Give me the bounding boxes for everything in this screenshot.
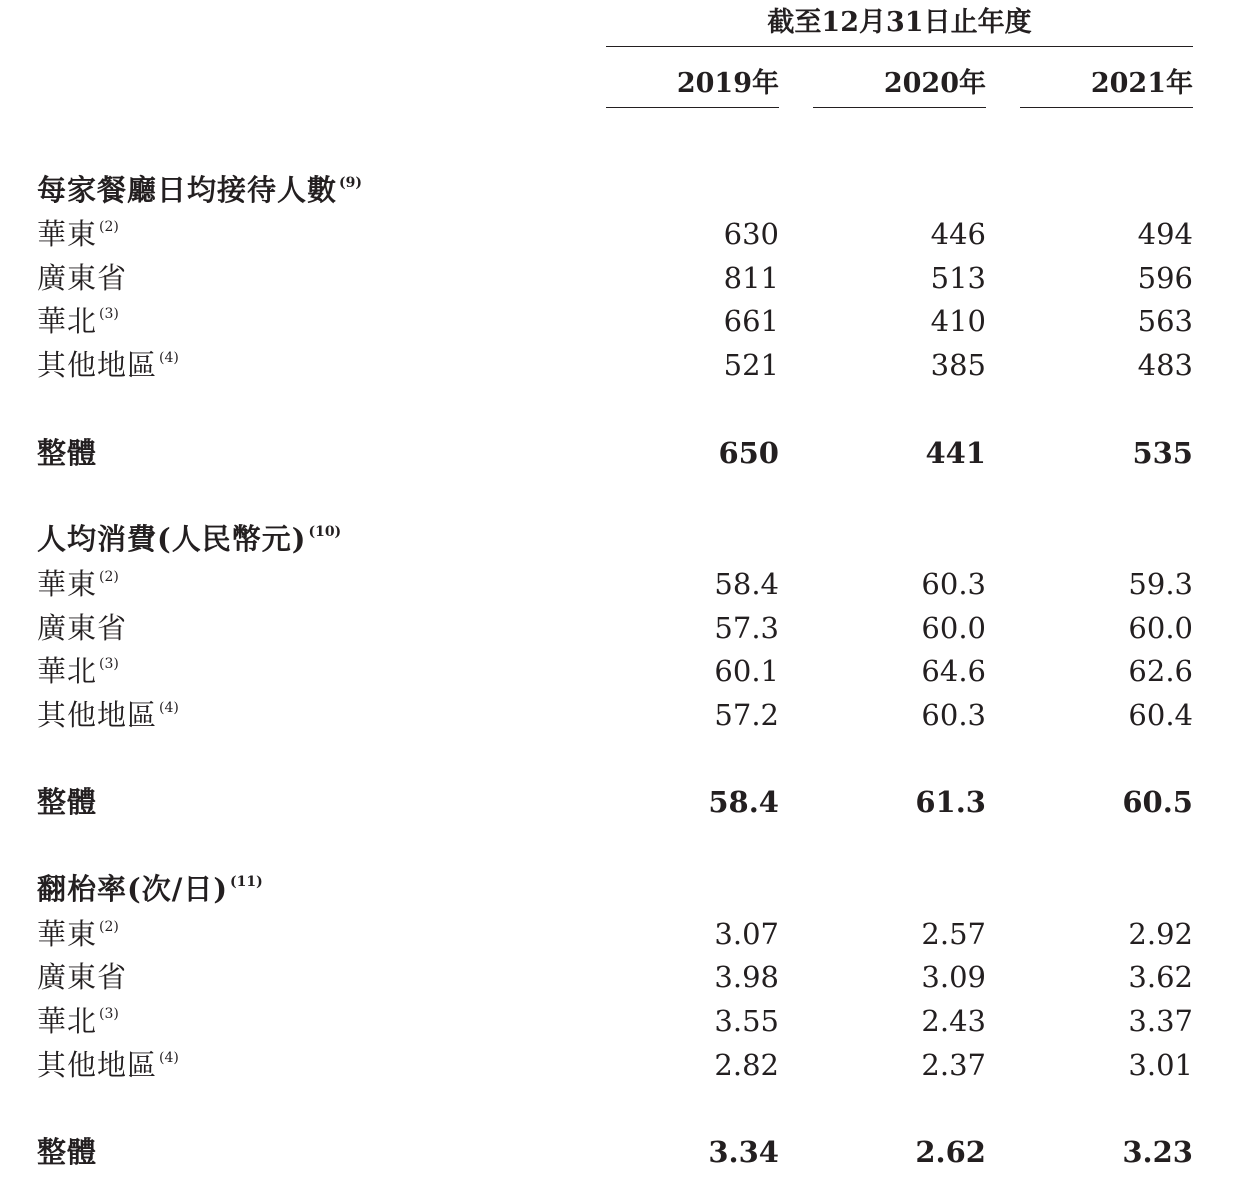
region-label — [37, 258, 129, 298]
table-row — [0, 564, 1248, 604]
value-2020: 60.3 — [921, 567, 986, 601]
value-2021: 596 — [1137, 261, 1193, 295]
footnote-ref: (3) — [99, 1006, 119, 1022]
table-row — [0, 214, 1248, 254]
value-2020: 446 — [930, 217, 986, 251]
footnote-ref: (3) — [99, 306, 119, 322]
section-title-text: 人均消費(人民幣元) — [37, 522, 307, 556]
table-row — [0, 345, 1248, 385]
table-row — [0, 301, 1248, 341]
region-label — [37, 564, 119, 604]
value-2021: 59.3 — [1128, 567, 1193, 601]
total-value-2019: 650 — [718, 436, 779, 470]
footnote-ref: (10) — [308, 524, 342, 540]
region-name: 廣東省 — [37, 611, 128, 645]
total-label: 整體 — [37, 1135, 98, 1169]
region-label — [37, 301, 119, 341]
region-label — [37, 1045, 179, 1085]
value-2021: 60.0 — [1128, 611, 1193, 645]
value-2021: 3.37 — [1128, 1004, 1193, 1038]
value-2019: 58.4 — [714, 567, 779, 601]
value-2020: 2.43 — [921, 1004, 986, 1038]
value-2019: 60.1 — [714, 654, 779, 688]
region-label — [37, 914, 119, 954]
value-2019: 57.3 — [714, 611, 779, 645]
footnote-ref: (2) — [99, 219, 119, 235]
value-2021: 563 — [1137, 304, 1193, 338]
value-2021: 2.92 — [1128, 917, 1193, 951]
value-2019: 521 — [723, 348, 779, 382]
year-rule-2021 — [1020, 107, 1193, 108]
table-row — [0, 608, 1248, 648]
value-2019: 811 — [723, 261, 779, 295]
footnote-ref: (4) — [159, 1050, 179, 1066]
value-2020: 385 — [930, 348, 986, 382]
total-label: 整體 — [37, 785, 98, 819]
total-label: 整體 — [37, 436, 98, 470]
value-2020: 513 — [930, 261, 986, 295]
region-label — [37, 608, 129, 648]
region-name: 其他地區 — [37, 698, 158, 732]
region-label — [37, 651, 119, 691]
table-row — [0, 1001, 1248, 1041]
total-value-2019: 3.34 — [708, 1135, 779, 1169]
footnote-ref: (4) — [159, 700, 179, 716]
region-name: 華北 — [37, 1004, 98, 1038]
section-title — [37, 170, 362, 210]
table-row — [0, 258, 1248, 298]
value-2020: 64.6 — [921, 654, 986, 688]
region-name: 廣東省 — [37, 261, 128, 295]
value-2019: 630 — [723, 217, 779, 251]
year-rule-2019 — [606, 107, 779, 108]
region-name: 華東 — [37, 217, 98, 251]
value-2020: 410 — [930, 304, 986, 338]
value-2019: 3.07 — [714, 917, 779, 951]
section-title — [37, 519, 341, 559]
value-2021: 3.01 — [1128, 1048, 1193, 1082]
value-2021: 483 — [1137, 348, 1193, 382]
section-title-row — [0, 170, 1248, 210]
region-label — [37, 214, 119, 254]
total-row — [0, 433, 1248, 473]
section-title-row — [0, 519, 1248, 559]
table-row — [0, 957, 1248, 997]
region-label — [37, 345, 179, 385]
year-header-2019: 2019年 — [676, 68, 779, 99]
footnote-ref: (11) — [230, 874, 263, 890]
total-value-2020: 61.3 — [915, 785, 986, 819]
value-2019: 3.98 — [714, 960, 779, 994]
region-name: 華東 — [37, 567, 98, 601]
year-header-2020: 2020年 — [883, 68, 986, 99]
total-value-2021: 60.5 — [1122, 785, 1193, 819]
total-value-2020: 2.62 — [915, 1135, 986, 1169]
year-header-2021: 2021年 — [1090, 68, 1193, 99]
value-2020: 60.0 — [921, 611, 986, 645]
value-2021: 494 — [1137, 217, 1193, 251]
section-title-row — [0, 869, 1248, 909]
total-row — [0, 1132, 1248, 1172]
value-2021: 3.62 — [1128, 960, 1193, 994]
region-name: 華北 — [37, 654, 98, 688]
section-title — [37, 869, 263, 909]
total-value-2019: 58.4 — [708, 785, 779, 819]
region-name: 華北 — [37, 304, 98, 338]
total-value-2020: 441 — [925, 436, 986, 470]
footnote-ref: (2) — [99, 569, 119, 585]
region-name: 廣東省 — [37, 960, 128, 994]
footnote-ref: (3) — [99, 656, 119, 672]
period-header-rule — [606, 46, 1193, 47]
region-name: 其他地區 — [37, 1048, 158, 1082]
section-title-text: 翻枱率(次/日) — [37, 872, 229, 906]
region-name: 其他地區 — [37, 348, 158, 382]
region-label — [37, 957, 129, 997]
value-2019: 57.2 — [714, 698, 779, 732]
value-2020: 2.57 — [921, 917, 986, 951]
value-2019: 3.55 — [714, 1004, 779, 1038]
value-2019: 661 — [723, 304, 779, 338]
value-2020: 60.3 — [921, 698, 986, 732]
period-header: 截至12月31日止年度 — [767, 7, 1032, 38]
region-label — [37, 1001, 119, 1041]
value-2020: 3.09 — [921, 960, 986, 994]
value-2021: 60.4 — [1128, 698, 1193, 732]
value-2021: 62.6 — [1128, 654, 1193, 688]
table-row — [0, 695, 1248, 735]
footnote-ref: (9) — [339, 175, 363, 191]
total-row — [0, 782, 1248, 822]
table-row — [0, 651, 1248, 691]
footnote-ref: (4) — [159, 350, 179, 366]
value-2019: 2.82 — [714, 1048, 779, 1082]
region-name: 華東 — [37, 917, 98, 951]
total-value-2021: 535 — [1132, 436, 1193, 470]
table-row — [0, 1045, 1248, 1085]
value-2020: 2.37 — [921, 1048, 986, 1082]
year-rule-2020 — [813, 107, 986, 108]
table-row — [0, 914, 1248, 954]
section-title-text: 每家餐廳日均接待人數 — [37, 173, 338, 207]
footnote-ref: (2) — [99, 919, 119, 935]
region-label — [37, 695, 179, 735]
total-value-2021: 3.23 — [1122, 1135, 1193, 1169]
